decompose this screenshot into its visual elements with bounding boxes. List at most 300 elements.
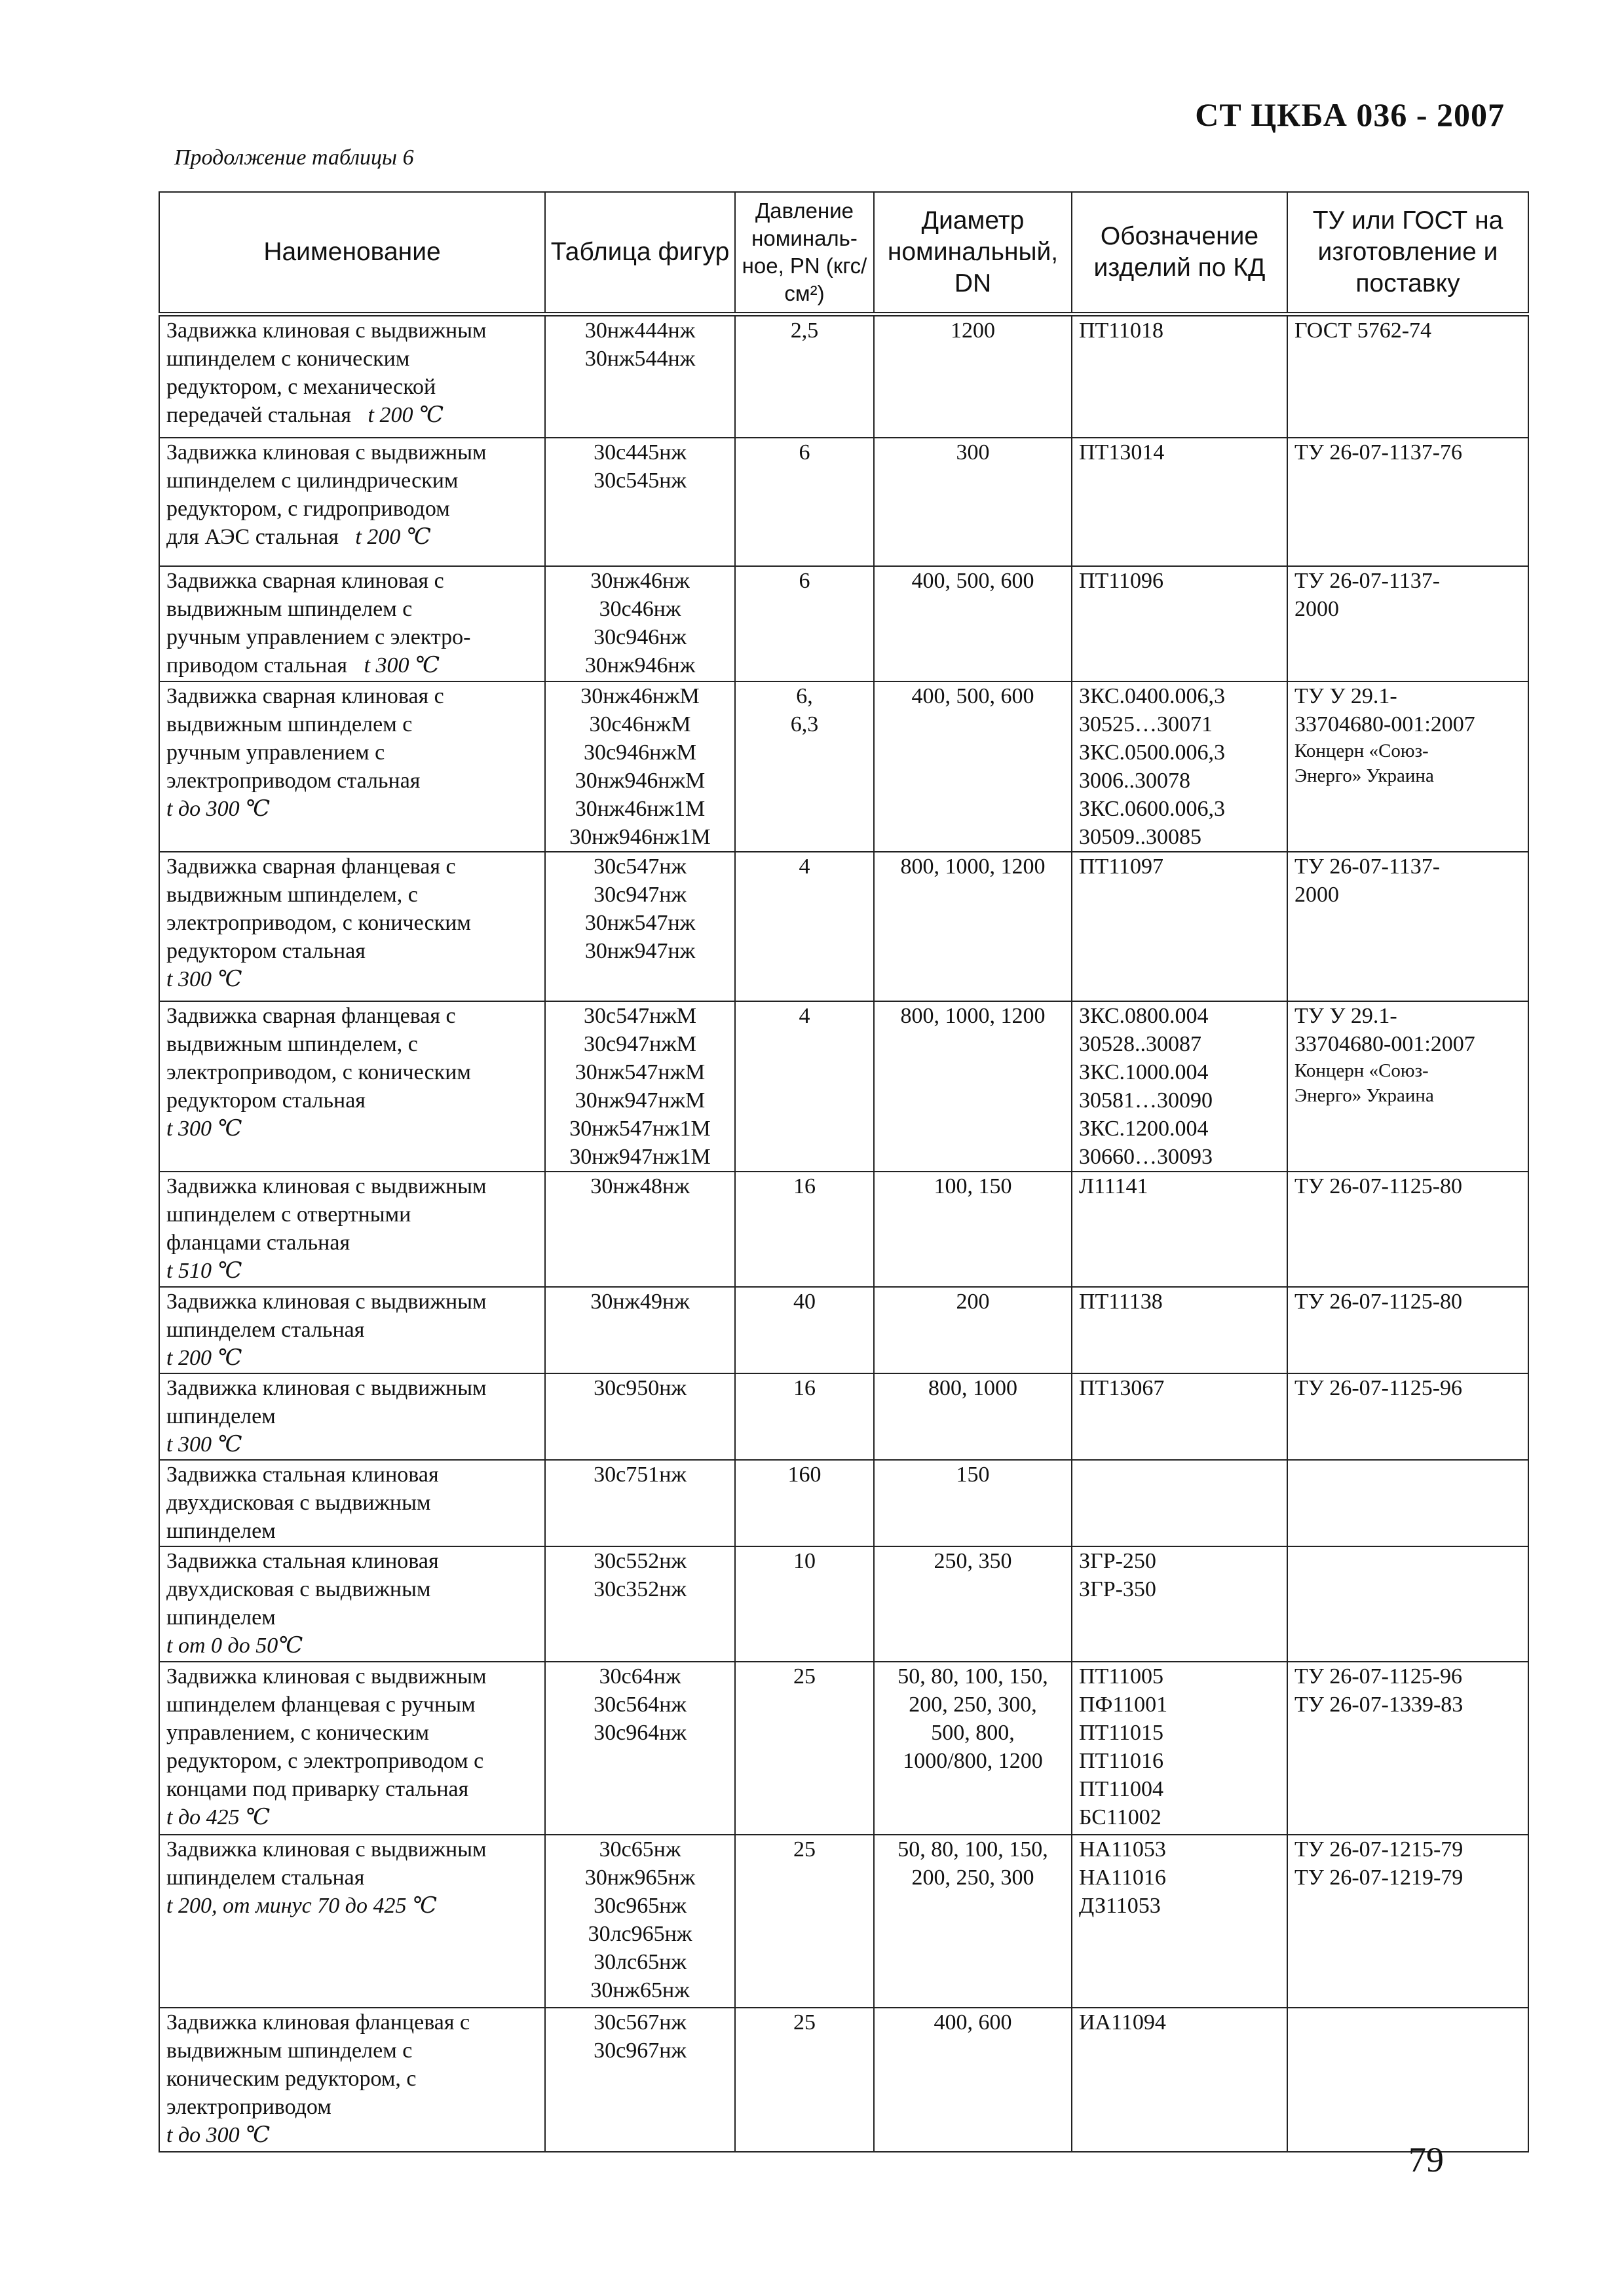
figure-code: 30нж48нж bbox=[590, 1174, 690, 1198]
cell-pressure bbox=[735, 1546, 874, 1662]
figure-code: 30нж547нжМ bbox=[575, 1060, 706, 1084]
cell-figures bbox=[545, 1001, 735, 1172]
cell-standard bbox=[1287, 2008, 1528, 2152]
name-line: приводом стальная bbox=[166, 653, 348, 678]
designation-code: ПТ11005 bbox=[1079, 1664, 1164, 1689]
figure-code: 30нж547нж1М bbox=[569, 1116, 711, 1141]
cell-designation bbox=[1072, 315, 1287, 438]
name-line: шпинделем с цилиндрическим bbox=[166, 468, 459, 493]
cell-diameter bbox=[874, 852, 1072, 1001]
cell-designation bbox=[1072, 1662, 1287, 1835]
figure-code: 30с352нж bbox=[594, 1577, 687, 1601]
cell-name bbox=[159, 2008, 545, 2152]
cell-pressure bbox=[735, 1172, 874, 1287]
name-line-with-temperature bbox=[166, 1632, 538, 1660]
cell-designation bbox=[1072, 2008, 1287, 2152]
designation-code: ПТ11096 bbox=[1079, 568, 1164, 593]
figure-code: 30нж46нж bbox=[590, 568, 690, 593]
cell-designation bbox=[1072, 1172, 1287, 1287]
name-line: концами под приварку стальная bbox=[166, 1776, 469, 1801]
manufacturer-line: Энерго» Украина bbox=[1294, 1084, 1434, 1106]
col-header-designation: Обозначение изделий по КД bbox=[1072, 192, 1287, 315]
designation-code: ПФ11001 bbox=[1079, 1692, 1168, 1717]
designation-code: 3006..30078 bbox=[1079, 768, 1190, 793]
pressure-value: 2,5 bbox=[790, 318, 819, 343]
standard-line: 33704680-001:2007 bbox=[1294, 1031, 1475, 1056]
figure-code: 30нж46нжМ bbox=[580, 683, 700, 708]
designation-code: ПТ11004 bbox=[1079, 1776, 1164, 1801]
figure-code: 30нж947нжМ bbox=[575, 1088, 706, 1113]
cell-pressure bbox=[735, 1460, 874, 1546]
designation-code: ЗКС.0800.004 bbox=[1079, 1003, 1209, 1028]
name-line: выдвижным шпинделем, с bbox=[166, 1031, 418, 1056]
cell-pressure bbox=[735, 1835, 874, 2008]
diameter-value: 800, 1000 bbox=[928, 1375, 1017, 1400]
table-row bbox=[159, 566, 1528, 681]
cell-standard bbox=[1287, 1835, 1528, 2008]
diameter-value: 800, 1000, 1200 bbox=[900, 1003, 1046, 1028]
cell-standard bbox=[1287, 1172, 1528, 1287]
col-header-figures: Таблица фигур bbox=[545, 192, 735, 315]
standard-line: 2000 bbox=[1294, 596, 1339, 621]
table-header-row bbox=[159, 192, 1528, 315]
col-header-pressure: Давление номиналь-ное, PN (кгс/см²) bbox=[735, 192, 874, 315]
cell-name bbox=[159, 438, 545, 566]
cell-figures bbox=[545, 2008, 735, 2152]
standard-line: ТУ 26-07-1125-96 bbox=[1294, 1664, 1463, 1689]
designation-code: ИА11094 bbox=[1079, 2010, 1166, 2035]
cell-designation bbox=[1072, 852, 1287, 1001]
diameter-value: 400, 500, 600 bbox=[911, 683, 1034, 708]
designation-code: 30581…30090 bbox=[1079, 1088, 1213, 1113]
diameter-value: 1000/800, 1200 bbox=[903, 1748, 1043, 1773]
cell-pressure bbox=[735, 1662, 874, 1835]
figure-code: 30с46нж bbox=[599, 596, 681, 621]
page-number: 79 bbox=[1408, 2140, 1444, 2179]
name-line: шпинделем стальная bbox=[166, 1865, 365, 1890]
name-line: Задвижка клиновая фланцевая с bbox=[166, 2010, 470, 2035]
cell-standard bbox=[1287, 438, 1528, 566]
cell-pressure bbox=[735, 438, 874, 566]
figure-code: 30с946нж bbox=[594, 624, 687, 649]
cell-diameter bbox=[874, 1001, 1072, 1172]
cell-diameter bbox=[874, 1460, 1072, 1546]
figure-code: 30с564нж bbox=[594, 1692, 687, 1717]
cell-standard bbox=[1287, 1001, 1528, 1172]
figure-code: 30нж46нж1М bbox=[575, 796, 706, 821]
figure-code: 30с552нж bbox=[594, 1548, 687, 1573]
temperature-label: t от 0 до 50℃ bbox=[166, 1633, 303, 1658]
cell-name bbox=[159, 315, 545, 438]
name-line: Задвижка стальная клиновая bbox=[166, 1548, 439, 1573]
name-line: коническим редуктором, с bbox=[166, 2066, 417, 2091]
standard-line: ГОСТ 5762-74 bbox=[1294, 318, 1432, 343]
designation-code: 30660…30093 bbox=[1079, 1144, 1213, 1169]
cell-name bbox=[159, 1662, 545, 1835]
diameter-value: 200 bbox=[956, 1289, 990, 1314]
figure-code: 30с65нж bbox=[599, 1837, 681, 1862]
cell-name bbox=[159, 681, 545, 852]
standard-line: ТУ 26-07-1219-79 bbox=[1294, 1865, 1463, 1890]
name-line: выдвижным шпинделем с bbox=[166, 2038, 413, 2063]
temperature-label: t 300 ℃ bbox=[364, 653, 440, 678]
cell-pressure bbox=[735, 1001, 874, 1172]
figure-code: 30с947нжМ bbox=[583, 1031, 696, 1056]
cell-name bbox=[159, 566, 545, 681]
name-line: Задвижка клиновая с выдвижным bbox=[166, 318, 487, 343]
name-line: электроприводом стальная bbox=[166, 768, 421, 793]
name-line-with-temperature bbox=[166, 523, 538, 551]
standard-line: ТУ У 29.1- bbox=[1294, 683, 1397, 708]
name-line: управлением, с коническим bbox=[166, 1720, 430, 1745]
designation-code: НА11016 bbox=[1079, 1865, 1166, 1890]
designation-code: ПТ11016 bbox=[1079, 1748, 1164, 1773]
pressure-value: 4 bbox=[799, 854, 810, 879]
name-line: выдвижным шпинделем с bbox=[166, 596, 413, 621]
col-header-standard: ТУ или ГОСТ на изготовление и поставку bbox=[1287, 192, 1528, 315]
designation-code: 30528..30087 bbox=[1079, 1031, 1201, 1056]
cell-diameter bbox=[874, 1373, 1072, 1460]
name-line: Задвижка стальная клиновая bbox=[166, 1462, 439, 1487]
cell-standard bbox=[1287, 315, 1528, 438]
pressure-value: 25 bbox=[793, 2010, 816, 2035]
cell-designation bbox=[1072, 1460, 1287, 1546]
designation-code: ПТ11138 bbox=[1079, 1289, 1163, 1314]
figure-code: 30с967нж bbox=[594, 2038, 687, 2063]
figure-code: 30с64нж bbox=[599, 1664, 681, 1689]
name-line: шпинделем с коническим bbox=[166, 347, 410, 371]
cell-pressure bbox=[735, 681, 874, 852]
name-line: Задвижка клиновая с выдвижным bbox=[166, 1664, 487, 1689]
cell-figures bbox=[545, 1546, 735, 1662]
designation-code: БС11002 bbox=[1079, 1805, 1161, 1829]
name-line: редуктором, с гидроприводом bbox=[166, 496, 450, 521]
cell-name bbox=[159, 852, 545, 1001]
name-line: выдвижным шпинделем с bbox=[166, 712, 413, 737]
cell-standard bbox=[1287, 1546, 1528, 1662]
name-line-with-temperature bbox=[166, 2121, 538, 2149]
cell-standard bbox=[1287, 566, 1528, 681]
name-line: редуктором, с электроприводом с bbox=[166, 1748, 484, 1773]
cell-designation bbox=[1072, 1835, 1287, 2008]
name-line-with-temperature bbox=[166, 795, 538, 823]
figure-code: 30с46нжМ bbox=[589, 712, 691, 737]
cell-diameter bbox=[874, 1546, 1072, 1662]
table-row bbox=[159, 1460, 1528, 1546]
name-line: для АЭС стальная bbox=[166, 524, 339, 549]
figure-code: 30лс965нж bbox=[588, 1921, 692, 1946]
figure-code: 30нж946нжМ bbox=[575, 768, 706, 793]
name-line-with-temperature bbox=[166, 651, 538, 679]
diameter-value: 800, 1000, 1200 bbox=[900, 854, 1046, 879]
figure-code: 30нж547нж bbox=[584, 910, 696, 935]
diameter-value: 250, 350 bbox=[934, 1548, 1012, 1573]
diameter-value: 400, 500, 600 bbox=[911, 568, 1034, 593]
figure-code: 30лс65нж bbox=[594, 1949, 687, 1974]
cell-designation bbox=[1072, 1001, 1287, 1172]
name-line-with-temperature bbox=[166, 1430, 538, 1459]
name-line: шпинделем bbox=[166, 1518, 276, 1543]
cell-figures bbox=[545, 566, 735, 681]
name-line-with-temperature bbox=[166, 1803, 538, 1831]
name-line: двухдисковая с выдвижным bbox=[166, 1577, 431, 1601]
name-line-with-temperature bbox=[166, 965, 538, 993]
cell-diameter bbox=[874, 1662, 1072, 1835]
cell-name bbox=[159, 1373, 545, 1460]
designation-code: ПТ13014 bbox=[1079, 440, 1165, 465]
cell-figures bbox=[545, 1172, 735, 1287]
manufacturer-line: Концерн «Союз- bbox=[1294, 1060, 1429, 1081]
cell-standard bbox=[1287, 1460, 1528, 1546]
table-body bbox=[159, 315, 1528, 2152]
cell-figures bbox=[545, 681, 735, 852]
cell-diameter bbox=[874, 681, 1072, 852]
figure-code: 30нж49нж bbox=[590, 1289, 690, 1314]
manufacturer-line: Концерн «Союз- bbox=[1294, 740, 1429, 761]
temperature-label: t до 425 ℃ bbox=[166, 1805, 271, 1829]
figure-code: 30нж947нж1М bbox=[569, 1144, 711, 1169]
table-row bbox=[159, 1172, 1528, 1287]
table-row bbox=[159, 438, 1528, 566]
table-row bbox=[159, 852, 1528, 1001]
cell-figures bbox=[545, 1287, 735, 1373]
cell-standard bbox=[1287, 681, 1528, 852]
cell-diameter bbox=[874, 315, 1072, 438]
diameter-value: 50, 80, 100, 150, bbox=[897, 1837, 1048, 1862]
cell-figures bbox=[545, 438, 735, 566]
designation-code: ПТ11018 bbox=[1079, 318, 1164, 343]
cell-designation bbox=[1072, 681, 1287, 852]
cell-name bbox=[159, 1460, 545, 1546]
name-line: редуктором стальная bbox=[166, 1088, 366, 1113]
table-continuation-caption: Продолжение таблицы 6 bbox=[174, 145, 414, 170]
table-row bbox=[159, 1546, 1528, 1662]
standard-line: ТУ 26-07-1137-76 bbox=[1294, 440, 1463, 465]
cell-pressure bbox=[735, 566, 874, 681]
cell-pressure bbox=[735, 1287, 874, 1373]
figure-code: 30нж444нж bbox=[584, 318, 696, 343]
cell-diameter bbox=[874, 1835, 1072, 2008]
name-line: Задвижка клиновая с выдвижным bbox=[166, 1375, 487, 1400]
standard-line: 2000 bbox=[1294, 882, 1339, 907]
name-line-with-temperature bbox=[166, 1115, 538, 1143]
cell-name bbox=[159, 1287, 545, 1373]
cell-diameter bbox=[874, 1172, 1072, 1287]
cell-pressure bbox=[735, 852, 874, 1001]
name-line: Задвижка сварная клиновая с bbox=[166, 683, 444, 708]
temperature-label: t 200 ℃ bbox=[166, 1345, 242, 1370]
cell-standard bbox=[1287, 1287, 1528, 1373]
name-line: Задвижка сварная фланцевая с bbox=[166, 854, 456, 879]
cell-name bbox=[159, 1546, 545, 1662]
cell-standard bbox=[1287, 1373, 1528, 1460]
designation-code: Л11141 bbox=[1079, 1174, 1148, 1198]
figure-code: 30с947нж bbox=[594, 882, 687, 907]
cell-figures bbox=[545, 315, 735, 438]
name-line: Задвижка клиновая с выдвижным bbox=[166, 1174, 487, 1198]
standard-line: ТУ 26-07-1125-80 bbox=[1294, 1174, 1463, 1198]
cell-figures bbox=[545, 852, 735, 1001]
designation-code: ЗКС.0400.006,3 bbox=[1079, 683, 1226, 708]
cell-name bbox=[159, 1001, 545, 1172]
figure-code: 30с950нж bbox=[594, 1375, 687, 1400]
figure-code: 30с547нж bbox=[594, 854, 687, 879]
temperature-label: t до 300 ℃ bbox=[166, 2122, 271, 2147]
figure-code: 30с445нж bbox=[594, 440, 687, 465]
name-line: Задвижка клиновая с выдвижным bbox=[166, 440, 487, 465]
name-line-with-temperature bbox=[166, 401, 538, 429]
table-row bbox=[159, 1662, 1528, 1835]
designation-code: ПТ13067 bbox=[1079, 1375, 1165, 1400]
pressure-value: 10 bbox=[793, 1548, 816, 1573]
pressure-value: 16 bbox=[793, 1174, 816, 1198]
standard-line: ТУ 26-07-1125-96 bbox=[1294, 1375, 1463, 1400]
name-line: электроприводом, с коническим bbox=[166, 910, 471, 935]
pressure-value: 25 bbox=[793, 1664, 816, 1689]
figure-code: 30с965нж bbox=[594, 1893, 687, 1918]
figure-code: 30нж946нж bbox=[584, 653, 696, 678]
cell-designation bbox=[1072, 1373, 1287, 1460]
designation-code: ПТ11097 bbox=[1079, 854, 1164, 879]
valves-table bbox=[159, 191, 1529, 2152]
diameter-value: 300 bbox=[956, 440, 990, 465]
cell-designation bbox=[1072, 566, 1287, 681]
designation-code: 30525…30071 bbox=[1079, 712, 1213, 737]
table-row bbox=[159, 2008, 1528, 2152]
name-line: шпинделем фланцевая с ручным bbox=[166, 1692, 476, 1717]
name-line: шпинделем стальная bbox=[166, 1317, 365, 1342]
cell-figures bbox=[545, 1460, 735, 1546]
name-line: выдвижным шпинделем, с bbox=[166, 882, 418, 907]
diameter-value: 200, 250, 300, bbox=[909, 1692, 1037, 1717]
cell-figures bbox=[545, 1835, 735, 2008]
designation-code: ДЗ11053 bbox=[1079, 1893, 1161, 1918]
cell-name bbox=[159, 1172, 545, 1287]
standard-line: ТУ 26-07-1339-83 bbox=[1294, 1692, 1463, 1717]
cell-pressure bbox=[735, 1373, 874, 1460]
figure-code: 30с567нж bbox=[594, 2010, 687, 2035]
name-line: шпинделем bbox=[166, 1605, 276, 1630]
temperature-label: t 200 ℃ bbox=[368, 403, 444, 427]
cell-diameter bbox=[874, 2008, 1072, 2152]
manufacturer-line: Энерго» Украина bbox=[1294, 765, 1434, 786]
designation-code: ЗКС.0500.006,3 bbox=[1079, 740, 1226, 765]
temperature-label: t 300 ℃ bbox=[166, 966, 242, 991]
figure-code: 30нж946нж1М bbox=[569, 824, 711, 849]
temperature-label: t 510 ℃ bbox=[166, 1258, 242, 1283]
cell-designation bbox=[1072, 1287, 1287, 1373]
cell-standard bbox=[1287, 852, 1528, 1001]
figure-code: 30с751нж bbox=[594, 1462, 687, 1487]
designation-code: ЗКС.0600.006,3 bbox=[1079, 796, 1226, 821]
pressure-value: 6 bbox=[799, 568, 810, 593]
col-header-name: Наименование bbox=[159, 192, 545, 315]
figure-code: 30нж544нж bbox=[584, 347, 696, 371]
pressure-value: 6 bbox=[799, 440, 810, 465]
cell-diameter bbox=[874, 1287, 1072, 1373]
cell-diameter bbox=[874, 438, 1072, 566]
name-line-with-temperature bbox=[166, 1257, 538, 1285]
figure-code: 30нж947нж bbox=[584, 938, 696, 963]
name-line: фланцами стальная bbox=[166, 1230, 350, 1255]
pressure-value: 160 bbox=[787, 1462, 821, 1487]
name-line: редуктором стальная bbox=[166, 938, 366, 963]
pressure-value: 4 bbox=[799, 1003, 810, 1028]
standard-line: ТУ 26-07-1137- bbox=[1294, 854, 1441, 879]
table-row bbox=[159, 681, 1528, 852]
designation-code: ЗГР-250 bbox=[1079, 1548, 1156, 1573]
figure-code: 30с964нж bbox=[594, 1720, 687, 1745]
name-line-with-temperature bbox=[166, 1892, 538, 1920]
diameter-value: 200, 250, 300 bbox=[911, 1865, 1034, 1890]
name-line: редуктором, с механической bbox=[166, 375, 436, 399]
cell-designation bbox=[1072, 438, 1287, 566]
figure-code: 30нж965нж bbox=[584, 1865, 696, 1890]
pressure-value: 25 bbox=[793, 1837, 816, 1862]
table-row bbox=[159, 1373, 1528, 1460]
cell-diameter bbox=[874, 566, 1072, 681]
designation-code: 30509..30085 bbox=[1079, 824, 1201, 849]
cell-figures bbox=[545, 1373, 735, 1460]
figure-code: 30с545нж bbox=[594, 468, 687, 493]
document-code: СТ ЦКБА 036 - 2007 bbox=[1195, 96, 1505, 133]
standard-line: ТУ 26-07-1215-79 bbox=[1294, 1837, 1463, 1862]
temperature-label: t до 300 ℃ bbox=[166, 796, 271, 821]
table-row bbox=[159, 1287, 1528, 1373]
figure-code: 30с946нжМ bbox=[583, 740, 696, 765]
cell-designation bbox=[1072, 1546, 1287, 1662]
name-line: двухдисковая с выдвижным bbox=[166, 1490, 431, 1515]
name-line: Задвижка клиновая с выдвижным bbox=[166, 1289, 487, 1314]
name-line: передачей стальная bbox=[166, 403, 351, 427]
temperature-label: t 300 ℃ bbox=[166, 1116, 242, 1141]
name-line: Задвижка клиновая с выдвижным bbox=[166, 1837, 487, 1862]
standard-line: ТУ 26-07-1125-80 bbox=[1294, 1289, 1463, 1314]
cell-figures bbox=[545, 1662, 735, 1835]
name-line: шпинделем bbox=[166, 1404, 276, 1428]
designation-code: ЗКС.1200.004 bbox=[1079, 1116, 1209, 1141]
cell-pressure bbox=[735, 315, 874, 438]
figure-code: 30с547нжМ bbox=[583, 1003, 696, 1028]
pressure-value: 6, bbox=[796, 683, 813, 708]
cell-name bbox=[159, 1835, 545, 2008]
name-line: электроприводом, с коническим bbox=[166, 1060, 471, 1084]
name-line: Задвижка сварная клиновая с bbox=[166, 568, 444, 593]
pressure-value: 40 bbox=[793, 1289, 816, 1314]
standard-line: ТУ 26-07-1137- bbox=[1294, 568, 1441, 593]
diameter-value: 50, 80, 100, 150, bbox=[897, 1664, 1048, 1689]
table-row bbox=[159, 315, 1528, 438]
pressure-value: 6,3 bbox=[790, 712, 819, 737]
diameter-value: 150 bbox=[956, 1462, 990, 1487]
figure-code: 30нж65нж bbox=[590, 1978, 690, 2002]
name-line: ручным управлением с электро- bbox=[166, 624, 471, 649]
temperature-label: t 200, от минус 70 до 425 ℃ bbox=[166, 1893, 437, 1918]
name-line-with-temperature bbox=[166, 1344, 538, 1372]
designation-code: НА11053 bbox=[1079, 1837, 1166, 1862]
standard-line: ТУ У 29.1- bbox=[1294, 1003, 1397, 1028]
name-line: шпинделем с отвертными bbox=[166, 1202, 411, 1227]
designation-code: ЗГР-350 bbox=[1079, 1577, 1156, 1601]
designation-code: ПТ11015 bbox=[1079, 1720, 1164, 1745]
temperature-label: t 200 ℃ bbox=[355, 524, 431, 549]
cell-standard bbox=[1287, 1662, 1528, 1835]
name-line: Задвижка сварная фланцевая с bbox=[166, 1003, 456, 1028]
diameter-value: 500, 800, bbox=[931, 1720, 1015, 1745]
designation-code: ЗКС.1000.004 bbox=[1079, 1060, 1209, 1084]
diameter-value: 1200 bbox=[951, 318, 995, 343]
name-line: электроприводом bbox=[166, 2094, 331, 2119]
